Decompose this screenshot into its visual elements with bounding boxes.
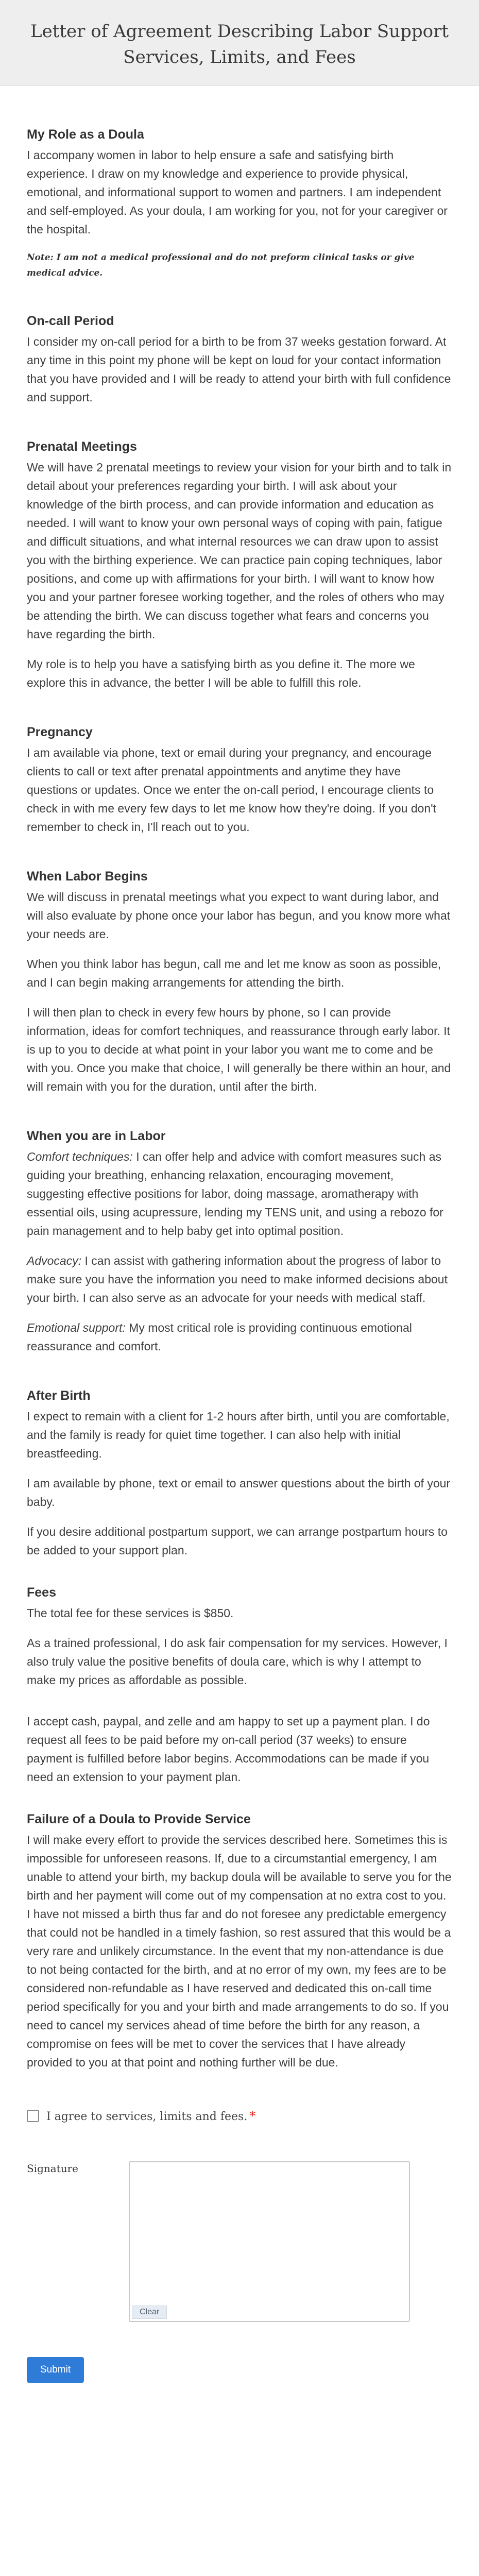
signature-row [27, 2161, 452, 2322]
advocacy-text: I can assist with gathering information about the progress of labor to make sure you have the information you need to make informed decisions about your birth. I can also serve as an advocate for your needs with medical staff. [27, 1254, 448, 1304]
emotional-support-text: My most critical role is providing continuous emotional reassurance and comfort. [27, 1321, 412, 1353]
section-when-labor-begins [27, 868, 452, 1096]
section-fees [27, 1584, 452, 1786]
advocacy-label: Advocacy: [27, 1254, 82, 1267]
section-paragraph: I will then plan to check in every few hours by phone, so I can provide information, ideas for comfort techniques, and reassurance through early labor. It is up to you to decide at what point in your labor you want me to come and be with you. Once you make that choice, I will generally be there within an hour, and will remain with you for the duration, until after the birth. [27, 1006, 451, 1093]
section-paragraph: I am available via phone, text or email during your pregnancy, and encourage clients to call or text after prenatal appointments and anytime they have questions or updates. Once we enter the on-call period, I encourage clients to check in with me every few days to let me know how they're doing. If you don't remember to check in, I'll reach out to you. [27, 746, 437, 834]
section-in-labor [27, 1128, 452, 1355]
section-paragraph: As a trained professional, I do ask fair compensation for my services. However, I also truly value the positive benefits of doula care, which is why I attempt to make my prices as affordable as possible. [27, 1636, 448, 1687]
agreement-label-text: I agree to services, limits and fees. [46, 2110, 248, 2123]
page-header [0, 0, 479, 86]
section-prenatal-meetings [27, 438, 452, 692]
section-paragraph: I consider my on-call period for a birth to be from 37 weeks gestation forward. At any time in this point my phone will be kept on loud for your contact information that you have provided and I will be ready to attend your birth with full confidence and support. [27, 335, 451, 404]
section-paragraph: We will discuss in prenatal meetings what you expect to want during labor, and will also evaluate by phone once your labor has begun, and you know more what your needs are. [27, 890, 451, 941]
section-heading: Failure of a Doula to Provide Service [27, 1812, 251, 1826]
section-paragraph: I am available by phone, text or email to answer questions about the birth of your baby. [27, 1477, 451, 1509]
section-heading: When Labor Begins [27, 869, 148, 884]
section-heading: Prenatal Meetings [27, 439, 137, 454]
comfort-techniques-text: I can offer help and advice with comfort measures such as guiding your breathing, enhancing relaxation, encouraging movement, suggesting effective positions for labor, doing massage, aromatherapy with essential oils, using acupressure, lending my TENS unit, and using a rebozo for pain management and to help baby get into optimal position. [27, 1150, 443, 1238]
agreement-row[interactable] [27, 2109, 452, 2123]
agreement-checkbox[interactable] [27, 2110, 39, 2122]
section-paragraph: I expect to remain with a client for 1-2 hours after birth, until you are comfortable, and the family is ready for quiet time together. I can also help with initial breastfeeding. [27, 1410, 450, 1460]
form-content [0, 86, 479, 2403]
section-paragraph: I accompany women in labor to help ensure a safe and satisfying birth experience. I draw on my knowledge and experience to provide physical, emotional, and informational support to women and partners. I am independent and self-employed. As your doula, I am working for you, not for your caregiver or the hospital. [27, 148, 448, 236]
section-heading: Pregnancy [27, 725, 93, 739]
section-paragraph: My role is to help you have a satisfying birth as you define it. The more we explore this in advance, the better I will be able to fulfill this role. [27, 657, 415, 689]
signature-pad[interactable] [129, 2161, 410, 2322]
section-paragraph: I accept cash, paypal, and zelle and am happy to set up a payment plan. I do request all fees to be paid before my on-call period (37 weeks) to ensure payment is fulfilled before labor begins. Accommodations can be made if you need an extension to your payment plan. [27, 1715, 430, 1784]
required-asterisk: * [249, 2109, 256, 2123]
comfort-techniques-label: Comfort techniques: [27, 1150, 133, 1163]
section-after-birth [27, 1387, 452, 1560]
signature-label: Signature [27, 2162, 79, 2175]
section-paragraph: We will have 2 prenatal meetings to review your vision for your birth and to talk in detail about your preferences regarding your birth. I will ask about your knowledge of the birth process, and can provide information and education as needed. I will want to know your own personal ways of coping with pain, fatigue and difficult situations, and what internal resources we can draw upon to assist you with the birthing experience. We can practice pain coping techniques, labor positions, and come up with affirmations for your birth. I will want to know how you and your partner foresee working together, and the roles of others who may be attending the birth. We can discuss together what fears and concerns you have regarding the birth. [27, 461, 452, 641]
section-pregnancy [27, 724, 452, 836]
section-heading: When you are in Labor [27, 1129, 166, 1143]
disclaimer-note: Note: I am not a medical professional and do not preform clinical tasks or give medical advice. [27, 252, 415, 278]
emotional-support-paragraph [27, 1318, 452, 1355]
section-failure-to-provide [27, 1811, 452, 2072]
total-fee-text: The total fee for these services is $850. [27, 1606, 234, 1620]
emotional-support-label: Emotional support: [27, 1321, 126, 1334]
section-heading: Fees [27, 1585, 56, 1600]
section-my-role [27, 126, 452, 281]
advocacy-paragraph [27, 1251, 452, 1307]
clear-signature-button[interactable]: Clear [132, 2306, 167, 2319]
page-title: Letter of Agreement Describing Labor Support Services, Limits, and Fees [30, 21, 449, 67]
section-paragraph: When you think labor has begun, call me and let me know as soon as possible, and I can begin making arrangements for attending the birth. [27, 957, 441, 989]
section-heading: After Birth [27, 1388, 91, 1403]
section-heading: On-call Period [27, 314, 114, 328]
section-heading: My Role as a Doula [27, 127, 144, 142]
submit-row [27, 2357, 452, 2403]
section-on-call-period [27, 313, 452, 406]
agreement-label[interactable] [46, 2109, 255, 2123]
section-paragraph: If you desire additional postpartum support, we can arrange postpartum hours to be added to your support plan. [27, 1525, 448, 1557]
submit-button[interactable]: Submit [27, 2357, 84, 2383]
comfort-techniques-paragraph [27, 1147, 452, 1240]
section-paragraph: I will make every effort to provide the services described here. Sometimes this is impossible for unforeseen reasons. If, due to a circumstantial emergency, I am unable to attend your birth, my backup doula will be available to serve you for the birth and her payment will come out of my compensation at no extra cost to you. I have not missed a birth thus far and do not foresee any predictable emergency that could not be handled in a timely fashion, so rest assured that this would be a very rare and unlikely circumstance. In the event that my non-attendance is due to not being contacted for the birth, and at no error of my own, my fees are to be considered non-refundable as I have reserved and dedicated this on-call time period specifically for you and your birth and made arrangements to do so. If you need to cancel my services ahead of time before the birth for any reason, a compromise on fees will be met to cover the services that I have already provided to you at that point and nothing further will be due. [27, 1833, 452, 2069]
